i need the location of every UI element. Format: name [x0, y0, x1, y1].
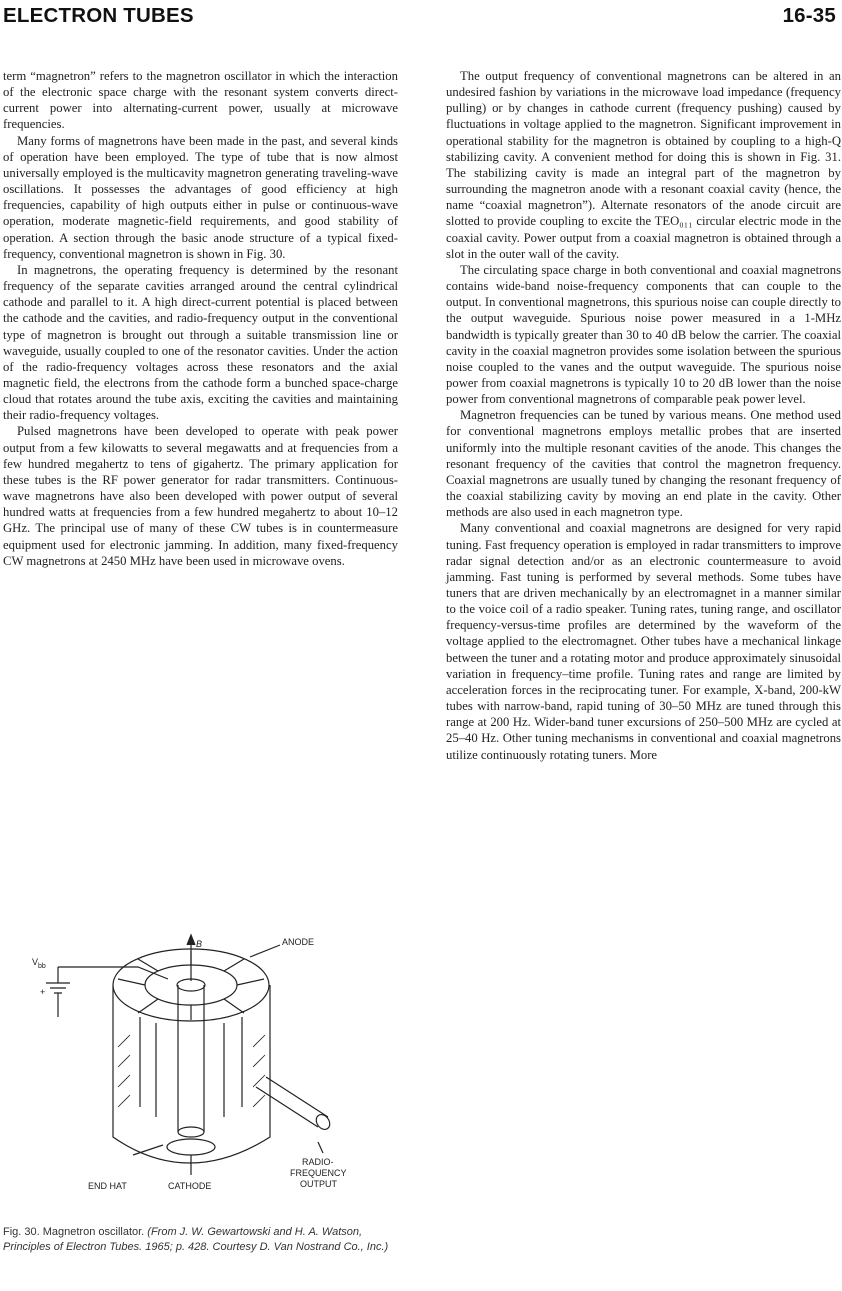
plus-label: + [40, 987, 46, 997]
anode-label: ANODE [282, 937, 315, 947]
paragraph: Many forms of magnetrons have been made in the past, and several kinds of operation have been employed. The type of tube that is now almost universally employed is the multicavity magnetron generating traveling-wave oscillations. It possesses the advantages of good efficiency at high frequencies, capability of high outputs either in pulse or continuous-wave operation, moderate magnetic-field requirements, and good stability of operation. A section through the basic anode structure of a typical fixed-frequency, conventional magnetron is shown in Fig. 30. [3, 133, 398, 261]
magnetron-diagram [18, 927, 363, 1217]
figure-caption [3, 1225, 398, 1255]
right-column [446, 68, 841, 763]
paragraph: Many conventional and coaxial magnetrons are designed for very rapid tuning. Fast frequency operation is employed in radar transmitters to improve radar signal detection and/or as an electronic countermeasure to avoid jamming. Fast tuning is performed by several methods. Some tubes have tuners that are driven mechanically by an electromagnet in a manner similar to the voice coil of a radio speaker. Tuning rates, tuning range, and oscillator frequency-versus-time profiles are determined by the waveform of the voltage applied to the electromagnet. Other tubes have a mechanical linkage between the tuner and a rotating motor and produce approximately sinusoidal variation in frequency–time profile. Tuning rates and range are limited by acceleration forces in the reciprocating tuner. For example, X-band, 200-kW tubes with narrow-band, rapid tuning of 30–50 MHz are tuned through this range at 200 Hz. Wider-band tuner excursions of 250–500 MHz are cycled at 25–40 Hz. Other tuning mechanisms in conventional and coaxial magnetrons utilize continuously rotating tuners. More [446, 521, 841, 762]
paragraph: The output frequency of conventional magnetrons can be altered in an undesired fashion by variations in the microwave load impedance (frequency pulling) or by changes in cathode current (frequency pushing) caused by fluctuations in voltage applied to the magnetron. Significant improvement in operational stability for the magnetron is obtained by coupling to a high-Q stabilizing cavity. A convenient method for doing this is shown in Fig. 31. The stabilizing cavity is made an integral part of the magnetron by surrounding the magnetron anode with a resonant coaxial cavity (hence, the name “coaxial magnetron”). Alternate resonators of the anode circuit are slotted to provide coupling to excite the TEO₀₁₁ circular electric mode in the coaxial cavity. Power output from a coaxial magnetron is obtained through a slot in the outer wall of the cavity. [446, 69, 841, 261]
caption-source: (From J. W. Gewartowski and H. A. Watson, Principles of Electron Tubes. 1965; p. 428. Courtesy D. Van Nostrand Co., Inc.) [3, 1226, 389, 1253]
magnetron-figure [18, 927, 363, 1217]
rf-output-label-2: FREQUENCY [290, 1168, 347, 1178]
rf-output-label-3: OUTPUT [300, 1179, 337, 1189]
left-column [3, 68, 398, 569]
running-header-title: ELECTRON TUBES [3, 4, 194, 27]
paragraph: Magnetron frequencies can be tuned by various means. One method used for conventional magnetrons employs metallic probes that are inserted uniformly into the multiple resonant cavities of the anode. This changes the resonant frequency of the cavities that control the magnetron frequency. Coaxial magnetrons are usually tuned by changing the resonant frequency of the coaxial stabilizing cavity by moving an end plate in the cavity. Other methods are also used in each magnetron type. [446, 408, 841, 520]
cathode-label: CATHODE [168, 1181, 212, 1191]
paragraph: Pulsed magnetrons have been developed to operate with peak power output from a few kilowatts to several megawatts and at frequencies from a few hundred megahertz to tens of gigahertz. The primary application for these tubes is the RF power generator for radar transmitters. Continuous-wave magnetrons have also been developed with power output of several hundred watts at frequencies from a few hundred megahertz to about 10–12 GHz. The principal use of many of these CW tubes is in countermeasure equipment used for electronic jamming. In addition, many fixed-frequency CW magnetrons at 2450 MHz have been used in microwave ovens. [3, 424, 398, 568]
caption-lead: Fig. 30. Magnetron oscillator. [3, 1226, 148, 1238]
paragraph: The circulating space charge in both conventional and coaxial magnetrons contains wide-band noise-frequency components that can couple to the output. In conventional magnetrons, this spurious noise can couple directly to the output waveguide. Spurious noise power measured in a 1-MHz bandwidth is typically greater than 30 to 40 dB below the carrier. The coaxial cavity in the coaxial magnetron provides some isolation between the spurious noise coupled to the vanes and the output waveguide. The spurious noise power from coaxial magnetrons is typically 10 to 20 dB lower than the noise power from conventional magnetrons of comparable peak power level. [446, 262, 841, 407]
b-field-label: B [196, 939, 203, 949]
paragraph: term “magnetron” refers to the magnetron oscillator in which the interaction of the electronic space charge with the resonant system converts direct-current power into alternating-current power, usually at microwave frequencies. [3, 69, 398, 132]
rf-output-label-1: RADIO- [302, 1157, 334, 1167]
page-number: 16-35 [782, 4, 836, 27]
end-hat-label: END HAT [88, 1181, 127, 1191]
vbb-label: $V_{bb}$ [32, 957, 46, 970]
paragraph: In magnetrons, the operating frequency is determined by the resonant frequency of the separate cavities arranged around the central cylindrical cathode and parallel to it. A high direct-current potential is placed between the cathode and the cavities, and radio-frequency output in the conventional type of magnetron is brought out through a suitable transmission line or waveguide, usually coupled to one of the resonator cavities. Under the action of the radio-frequency voltages across these resonators and the axial magnetic field, the electrons from the cathode form a bunched space-charge cloud that rotates around the tube axis, exciting the cavities and maintaining their radio-frequency voltages. [3, 262, 398, 423]
